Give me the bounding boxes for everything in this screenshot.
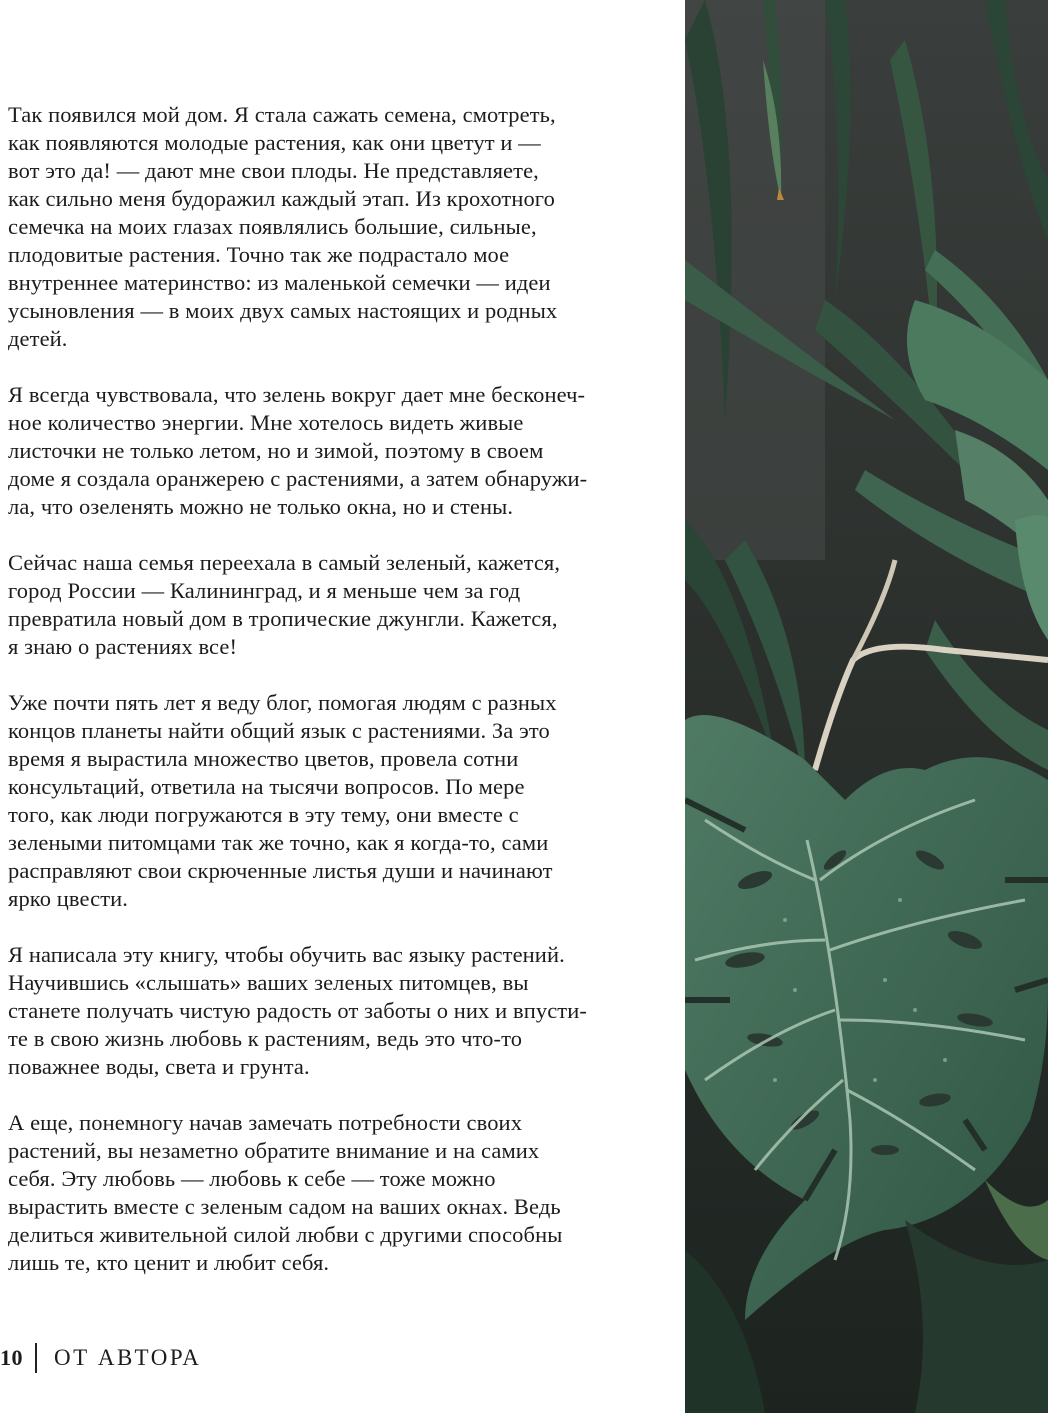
paragraph	[8, 549, 676, 661]
text-line: как появляются молодые растения, как они цветут и —	[8, 130, 541, 155]
text-line: А еще, понемногу начав замечать потребности своих	[8, 1110, 523, 1135]
page-number: 10	[0, 1345, 23, 1370]
paragraph	[8, 1109, 676, 1277]
text-line: Уже почти пять лет я веду блог, помогая людям с разных	[8, 690, 557, 715]
text-line: консультаций, ответила на тысячи вопросов. По мере	[8, 774, 525, 799]
text-line: ное количество энергии. Мне хотелось видеть живые	[8, 410, 524, 435]
text-line: зелеными питомцами так же точно, как я когда-то, сами	[8, 830, 549, 855]
text-line: ла, что озеленять можно не только окна, но и стены.	[8, 494, 514, 519]
monstera-plant-photo	[685, 0, 1048, 1413]
paragraph	[8, 689, 676, 913]
text-line: листочки не только летом, но и зимой, поэтому в своем	[8, 438, 544, 463]
text-line: семечка на моих глазах появлялись большие, сильные,	[8, 214, 537, 239]
text-line: Я написала эту книгу, чтобы обучить вас языку растений.	[8, 942, 565, 967]
paragraph	[8, 941, 676, 1081]
section-title: ОТ АВТОРА	[54, 1345, 202, 1370]
text-line: вот это да! — дают мне свои плоды. Не представляете,	[8, 158, 539, 183]
text-line: детей.	[8, 326, 68, 351]
text-line: Я всегда чувствовала, что зелень вокруг дает мне бесконеч-	[8, 382, 586, 407]
text-line: я знаю о растениях все!	[8, 634, 238, 659]
text-line: поважнее воды, света и грунта.	[8, 1054, 310, 1079]
text-line: себя. Эту любовь — любовь к себе — тоже можно	[8, 1166, 496, 1191]
text-line: Научившись «слышать» ваших зеленых питомцев, вы	[8, 970, 529, 995]
paragraph	[8, 381, 676, 521]
paragraph	[8, 101, 676, 353]
text-line: Сейчас наша семья переехала в самый зеленый, кажется,	[8, 550, 561, 575]
text-line: плодовитые растения. Точно так же подрастало мое	[8, 242, 510, 267]
text-line: того, как люди погружаются в эту тему, они вместе с	[8, 802, 519, 827]
text-line: ярко цвести.	[8, 886, 129, 911]
text-line: делиться живительной силой любви с другими способны	[8, 1222, 563, 1247]
text-line: доме я создала оранжерею с растениями, а затем обнаружи-	[8, 466, 588, 491]
text-line: растений, вы незаметно обратите внимание и на самих	[8, 1138, 540, 1163]
text-line: концов планеты найти общий язык с растениями. За это	[8, 718, 550, 743]
text-line: те в свою жизнь любовь к растениям, ведь это что-то	[8, 1026, 523, 1051]
text-line: время я вырастила множество цветов, провела сотни	[8, 746, 519, 771]
text-line: вырастить вместе с зеленым садом на ваших окнах. Ведь	[8, 1194, 561, 1219]
page-footer	[0, 1341, 201, 1375]
footer-divider	[35, 1343, 37, 1373]
text-line: превратила новый дом в тропические джунгли. Кажется,	[8, 606, 558, 631]
text-line: внутреннее материнство: из маленькой семечки — идеи	[8, 270, 551, 295]
text-line: усыновления — в моих двух самых настоящих и родных	[8, 298, 558, 323]
text-line: лишь те, кто ценит и любит себя.	[8, 1250, 330, 1275]
text-line: расправляют свои скрюченные листья души и начинают	[8, 858, 553, 883]
text-line: станете получать чистую радость от заботы о них и впусти-	[8, 998, 587, 1023]
text-line: Так появился мой дом. Я стала сажать семена, смотреть,	[8, 102, 556, 127]
text-line: как сильно меня будоражил каждый этап. Из крохотного	[8, 186, 555, 211]
body-text	[8, 101, 676, 1305]
text-line: город России — Калининград, и я меньше чем за год	[8, 578, 521, 603]
